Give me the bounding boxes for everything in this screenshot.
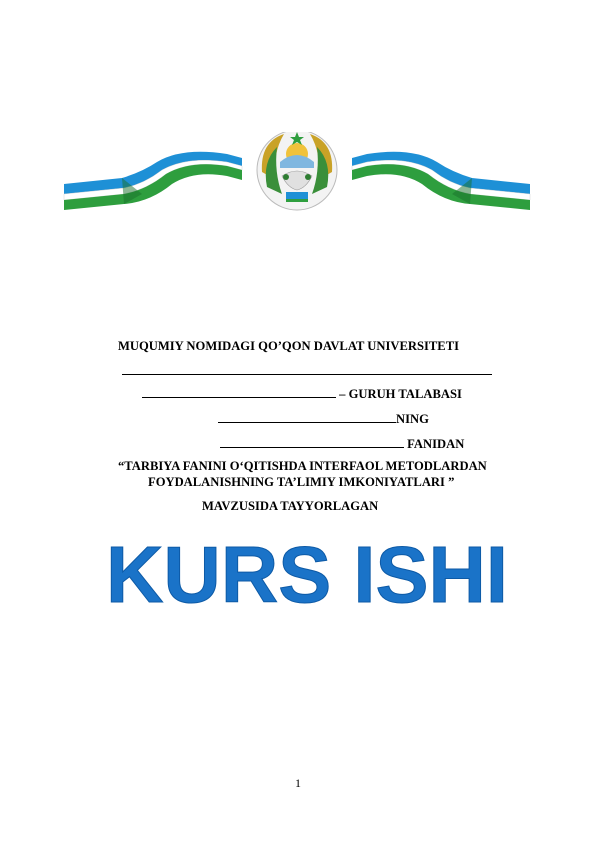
coat-of-arms-banner-icon	[62, 132, 532, 214]
group-suffix: – GURUH TALABASI	[339, 387, 462, 401]
flag-ribbon-right	[352, 152, 530, 210]
topic-line-3: MAVZUSIDA TAYYORLAGAN	[202, 499, 379, 513]
blank-line-top	[122, 374, 492, 375]
topic-line-1: “TARBIYA FANINI O‘QITISHDA INTERFAOL METODLARDAN	[118, 459, 487, 473]
university-name: MUQUMIY NOMIDAGI QO’QON DAVLAT UNIVERSITETI	[118, 339, 459, 353]
page-number: 1	[295, 776, 301, 790]
flag-ribbon-left	[64, 152, 242, 210]
name-blank	[218, 411, 396, 423]
ning-suffix: NING	[396, 412, 429, 426]
kurs-ishi-title-graphic	[102, 540, 512, 610]
kurs-ishi-text: KURS ISHI	[106, 540, 508, 610]
group-blank	[142, 386, 336, 398]
name-line	[218, 411, 429, 427]
topic-line-2: FOYDALANISHNING TA’LIMIY IMKONIYATLARI ”	[148, 475, 455, 489]
uzbekistan-coat-of-arms-icon	[257, 132, 337, 210]
group-line	[142, 386, 462, 402]
fanidan-suffix: FANIDAN	[407, 437, 465, 451]
subject-line	[220, 436, 464, 452]
subject-blank	[220, 436, 404, 448]
